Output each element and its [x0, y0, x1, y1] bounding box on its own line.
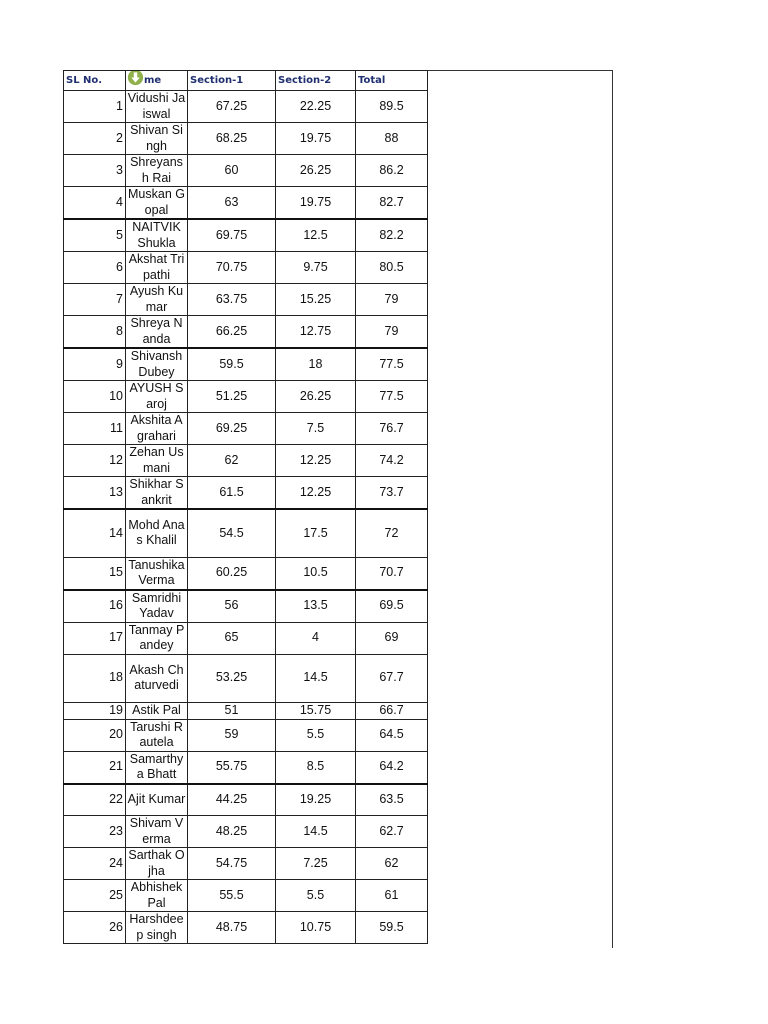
total-cell[interactable]: 82.2	[356, 219, 428, 252]
table-row	[64, 381, 428, 413]
name-cell[interactable]: Ayush Kumar	[126, 284, 188, 316]
name-cell[interactable]: Ajit Kumar	[126, 784, 188, 816]
name-cell[interactable]: Shikhar Sankrit	[126, 477, 188, 510]
table-row	[64, 219, 428, 252]
total-cell[interactable]: 62	[356, 848, 428, 880]
sl-cell[interactable]: 3	[64, 155, 126, 187]
table-row	[64, 848, 428, 880]
section-2-cell[interactable]: 19.75	[276, 187, 356, 220]
total-cell[interactable]: 77.5	[356, 348, 428, 381]
sl-cell[interactable]: 15	[64, 557, 126, 590]
table-row	[64, 784, 428, 816]
section-1-cell[interactable]: 62	[188, 445, 276, 477]
sl-cell[interactable]: 25	[64, 880, 126, 912]
total-cell[interactable]: 73.7	[356, 477, 428, 510]
section-2-cell[interactable]: 13.5	[276, 590, 356, 623]
col-header-sl[interactable]: SL No.	[64, 71, 126, 91]
sl-cell[interactable]: 1	[64, 91, 126, 123]
col-header-section-2[interactable]: Section-2	[276, 71, 356, 91]
table-row	[64, 622, 428, 654]
name-cell[interactable]: Mohd Anas Khalil	[126, 509, 188, 557]
table-row	[64, 557, 428, 590]
table-row	[64, 413, 428, 445]
sl-cell[interactable]: 14	[64, 509, 126, 557]
table-row	[64, 654, 428, 702]
sl-cell[interactable]: 11	[64, 413, 126, 445]
name-cell[interactable]: Sarthak Ojha	[126, 848, 188, 880]
total-cell[interactable]: 72	[356, 509, 428, 557]
section-2-cell[interactable]: 12.75	[276, 316, 356, 349]
section-1-cell[interactable]: 68.25	[188, 123, 276, 155]
section-2-cell[interactable]: 10.5	[276, 557, 356, 590]
name-cell[interactable]: Samarthya Bhatt	[126, 751, 188, 784]
name-cell[interactable]: Akash Chaturvedi	[126, 654, 188, 702]
section-2-cell[interactable]: 10.75	[276, 912, 356, 944]
sl-cell[interactable]: 24	[64, 848, 126, 880]
section-1-cell[interactable]: 55.75	[188, 751, 276, 784]
section-2-cell[interactable]: 12.5	[276, 219, 356, 252]
section-1-cell[interactable]: 70.75	[188, 252, 276, 284]
table-body	[64, 91, 428, 944]
name-cell[interactable]: Shreyansh Rai	[126, 155, 188, 187]
table-row	[64, 155, 428, 187]
table-row	[64, 912, 428, 944]
name-cell[interactable]: Shivam Verma	[126, 816, 188, 848]
section-2-cell[interactable]: 8.5	[276, 751, 356, 784]
total-cell[interactable]: 66.7	[356, 702, 428, 719]
sl-cell[interactable]: 6	[64, 252, 126, 284]
section-1-cell[interactable]: 56	[188, 590, 276, 623]
total-cell[interactable]: 79	[356, 284, 428, 316]
header-row	[64, 71, 428, 91]
sl-cell[interactable]: 22	[64, 784, 126, 816]
name-cell[interactable]: Akshat Tripathi	[126, 252, 188, 284]
section-1-cell[interactable]: 67.25	[188, 91, 276, 123]
sl-cell[interactable]: 18	[64, 654, 126, 702]
total-cell[interactable]: 64.5	[356, 719, 428, 751]
sl-cell[interactable]: 5	[64, 219, 126, 252]
section-1-cell[interactable]: 60	[188, 155, 276, 187]
table-row	[64, 751, 428, 784]
section-1-cell[interactable]: 54.75	[188, 848, 276, 880]
table-row	[64, 91, 428, 123]
col-header-section-1[interactable]: Section-1	[188, 71, 276, 91]
name-cell[interactable]: Tanmay Pandey	[126, 622, 188, 654]
section-2-cell[interactable]: 9.75	[276, 252, 356, 284]
section-1-cell[interactable]: 65	[188, 622, 276, 654]
sl-cell[interactable]: 12	[64, 445, 126, 477]
section-2-cell[interactable]: 22.25	[276, 91, 356, 123]
total-cell[interactable]: 69	[356, 622, 428, 654]
table-row	[64, 590, 428, 623]
col-header-name[interactable]	[126, 71, 188, 91]
section-2-cell[interactable]: 14.5	[276, 816, 356, 848]
sl-cell[interactable]: 26	[64, 912, 126, 944]
section-2-cell[interactable]: 26.25	[276, 381, 356, 413]
section-1-cell[interactable]: 69.25	[188, 413, 276, 445]
sl-cell[interactable]: 10	[64, 381, 126, 413]
table-row	[64, 880, 428, 912]
sl-cell[interactable]: 13	[64, 477, 126, 510]
table-row	[64, 252, 428, 284]
name-cell[interactable]: Tanushika Verma	[126, 557, 188, 590]
section-2-cell[interactable]: 15.75	[276, 702, 356, 719]
name-cell[interactable]: NAITVIK Shukla	[126, 219, 188, 252]
section-1-cell[interactable]: 69.75	[188, 219, 276, 252]
name-cell[interactable]: Akshita Agrahari	[126, 413, 188, 445]
section-2-cell[interactable]: 14.5	[276, 654, 356, 702]
green-down-arrow-icon[interactable]	[127, 71, 144, 87]
total-cell[interactable]: 67.7	[356, 654, 428, 702]
section-1-cell[interactable]: 63	[188, 187, 276, 220]
table-row	[64, 123, 428, 155]
total-cell[interactable]: 79	[356, 316, 428, 349]
name-cell[interactable]: Samridhi Yadav	[126, 590, 188, 623]
table-row	[64, 816, 428, 848]
section-1-cell[interactable]: 51	[188, 702, 276, 719]
total-cell[interactable]: 89.5	[356, 91, 428, 123]
section-1-cell[interactable]: 61.5	[188, 477, 276, 510]
sl-cell[interactable]: 19	[64, 702, 126, 719]
section-2-cell[interactable]: 12.25	[276, 445, 356, 477]
total-cell[interactable]: 77.5	[356, 381, 428, 413]
name-cell[interactable]: Muskan Gopal	[126, 187, 188, 220]
total-cell[interactable]: 80.5	[356, 252, 428, 284]
sl-cell[interactable]: 7	[64, 284, 126, 316]
section-2-cell[interactable]: 26.25	[276, 155, 356, 187]
col-header-name-label: me	[144, 75, 162, 86]
section-2-cell[interactable]: 5.5	[276, 719, 356, 751]
table-row	[64, 509, 428, 557]
name-cell[interactable]: Tarushi Rautela	[126, 719, 188, 751]
total-cell[interactable]: 76.7	[356, 413, 428, 445]
section-1-cell[interactable]: 44.25	[188, 784, 276, 816]
name-cell[interactable]: Abhishek Pal	[126, 880, 188, 912]
section-1-cell[interactable]: 54.5	[188, 509, 276, 557]
section-1-cell[interactable]: 66.25	[188, 316, 276, 349]
name-cell[interactable]: Vidushi Jaiswal	[126, 91, 188, 123]
sl-cell[interactable]: 9	[64, 348, 126, 381]
total-cell[interactable]: 82.7	[356, 187, 428, 220]
total-cell[interactable]: 74.2	[356, 445, 428, 477]
section-2-cell[interactable]: 5.5	[276, 880, 356, 912]
table-row	[64, 445, 428, 477]
name-cell[interactable]: Astik Pal	[126, 702, 188, 719]
section-1-cell[interactable]: 48.25	[188, 816, 276, 848]
sl-cell[interactable]: 16	[64, 590, 126, 623]
section-2-cell[interactable]: 17.5	[276, 509, 356, 557]
section-2-cell[interactable]: 4	[276, 622, 356, 654]
section-1-cell[interactable]: 63.75	[188, 284, 276, 316]
section-2-cell[interactable]: 19.75	[276, 123, 356, 155]
total-cell[interactable]: 70.7	[356, 557, 428, 590]
section-1-cell[interactable]: 59.5	[188, 348, 276, 381]
sl-cell[interactable]: 20	[64, 719, 126, 751]
total-cell[interactable]: 63.5	[356, 784, 428, 816]
section-2-cell[interactable]: 19.25	[276, 784, 356, 816]
name-cell[interactable]: AYUSH Saroj	[126, 381, 188, 413]
sl-cell[interactable]: 4	[64, 187, 126, 220]
sl-cell[interactable]: 21	[64, 751, 126, 784]
name-cell[interactable]: Shivansh Dubey	[126, 348, 188, 381]
section-1-cell[interactable]: 48.75	[188, 912, 276, 944]
sl-cell[interactable]: 2	[64, 123, 126, 155]
section-1-cell[interactable]: 55.5	[188, 880, 276, 912]
section-2-cell[interactable]: 7.25	[276, 848, 356, 880]
table-row	[64, 477, 428, 510]
section-2-cell[interactable]: 7.5	[276, 413, 356, 445]
col-header-total[interactable]: Total	[356, 71, 428, 91]
name-cell[interactable]: Shivan Singh	[126, 123, 188, 155]
table-row	[64, 702, 428, 719]
section-1-cell[interactable]: 59	[188, 719, 276, 751]
section-1-cell[interactable]: 51.25	[188, 381, 276, 413]
table-row	[64, 284, 428, 316]
name-cell[interactable]: Harshdeep singh	[126, 912, 188, 944]
name-cell[interactable]: Zehan Usmani	[126, 445, 188, 477]
total-cell[interactable]: 62.7	[356, 816, 428, 848]
total-cell[interactable]: 88	[356, 123, 428, 155]
total-cell[interactable]: 69.5	[356, 590, 428, 623]
total-cell[interactable]: 86.2	[356, 155, 428, 187]
sl-cell[interactable]: 8	[64, 316, 126, 349]
name-cell[interactable]: Shreya Nanda	[126, 316, 188, 349]
sl-cell[interactable]: 23	[64, 816, 126, 848]
table-row	[64, 316, 428, 349]
total-cell[interactable]: 64.2	[356, 751, 428, 784]
total-cell[interactable]: 59.5	[356, 912, 428, 944]
section-1-cell[interactable]: 53.25	[188, 654, 276, 702]
total-cell[interactable]: 61	[356, 880, 428, 912]
section-2-cell[interactable]: 15.25	[276, 284, 356, 316]
table-row	[64, 348, 428, 381]
table-row	[64, 187, 428, 220]
section-2-cell[interactable]: 12.25	[276, 477, 356, 510]
section-2-cell[interactable]: 18	[276, 348, 356, 381]
section-1-cell[interactable]: 60.25	[188, 557, 276, 590]
results-table	[63, 70, 428, 944]
table-row	[64, 719, 428, 751]
sl-cell[interactable]: 17	[64, 622, 126, 654]
